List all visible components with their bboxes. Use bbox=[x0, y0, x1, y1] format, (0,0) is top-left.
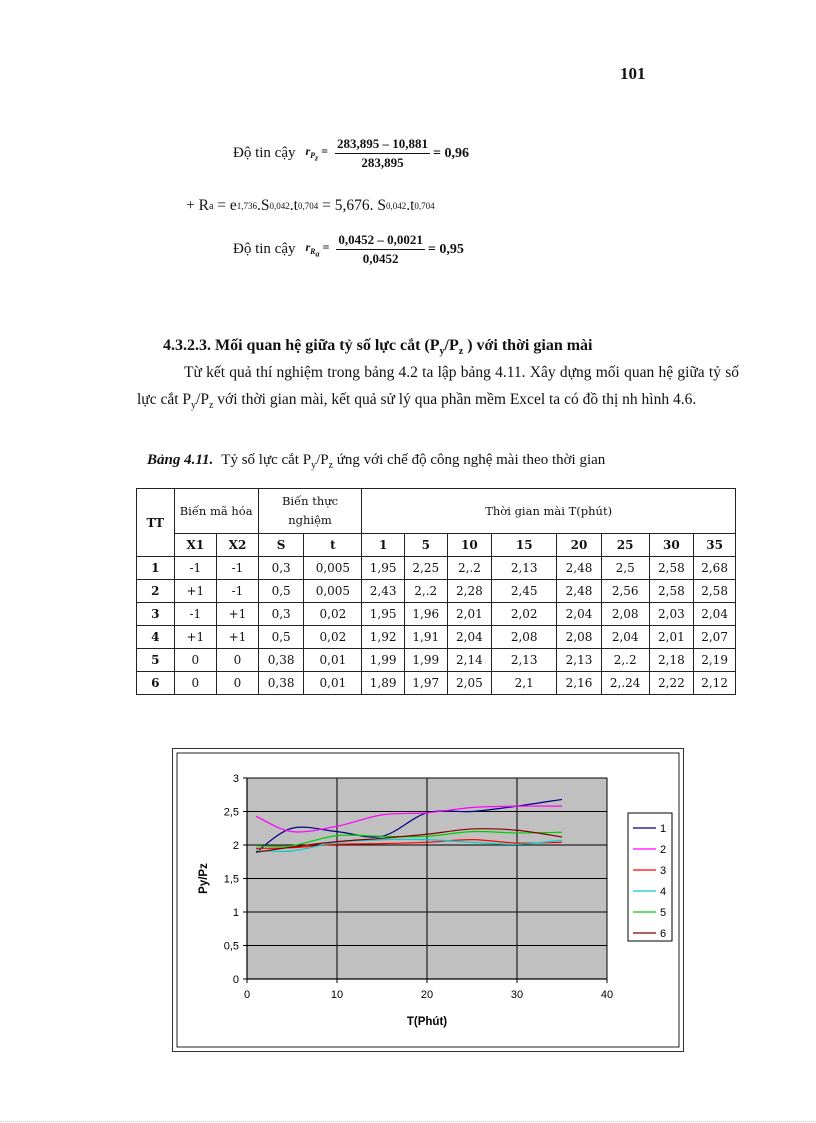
page-bottom-border bbox=[0, 1121, 816, 1122]
cell-value: 2,16 bbox=[557, 672, 602, 695]
cell-value: 1,95 bbox=[362, 557, 405, 580]
cell-tt: 2 bbox=[137, 580, 175, 603]
header-time-col: 5 bbox=[404, 534, 447, 557]
table-row bbox=[137, 649, 736, 672]
fraction-numerator: 0,0452 – 0,0021 bbox=[336, 232, 425, 250]
x-tick-label: 10 bbox=[330, 989, 344, 1001]
cell-value: 2,08 bbox=[601, 603, 649, 626]
cell-value: 2,12 bbox=[694, 672, 736, 695]
cell-value: 2,28 bbox=[447, 580, 492, 603]
legend-label: 2 bbox=[660, 844, 667, 856]
cell-x1: 0 bbox=[174, 649, 217, 672]
cell-value: 1,99 bbox=[404, 649, 447, 672]
chart-frame bbox=[172, 748, 684, 1052]
header-coded: Biến mã hóa bbox=[174, 489, 258, 534]
cell-s: 0,38 bbox=[258, 672, 304, 695]
header-tt: TT bbox=[137, 489, 175, 557]
legend-label: 3 bbox=[660, 865, 667, 877]
cell-value: 2,58 bbox=[649, 580, 694, 603]
cell-value: 2,56 bbox=[601, 580, 649, 603]
table-row bbox=[137, 603, 736, 626]
y-tick-label: 1,5 bbox=[223, 873, 239, 886]
caption-label: Bảng 4.11. bbox=[147, 452, 214, 468]
cell-s: 0,5 bbox=[258, 626, 304, 649]
x-axis-label: T(Phút) bbox=[406, 1016, 448, 1028]
cell-value: 2,45 bbox=[492, 580, 557, 603]
header-time-col: 20 bbox=[557, 534, 602, 557]
cell-value: 2,13 bbox=[492, 557, 557, 580]
cell-t: 0,02 bbox=[304, 626, 362, 649]
y-axis-label: Py/Pz bbox=[198, 863, 210, 894]
header-time-col: 15 bbox=[492, 534, 557, 557]
cell-value: 1,91 bbox=[404, 626, 447, 649]
y-tick-label: 2 bbox=[232, 840, 239, 852]
cell-x2: +1 bbox=[217, 626, 259, 649]
header-x1: X1 bbox=[174, 534, 217, 557]
cell-value: 2,48 bbox=[557, 557, 602, 580]
table-row bbox=[137, 672, 736, 695]
cell-value: 2,05 bbox=[447, 672, 492, 695]
y-tick-label: 2,5 bbox=[223, 806, 239, 819]
cell-x2: +1 bbox=[217, 603, 259, 626]
x-tick-label: 20 bbox=[420, 989, 434, 1001]
x-tick-label: 30 bbox=[510, 989, 524, 1001]
cell-t: 0,005 bbox=[304, 557, 362, 580]
header-real: Biến thực nghiệm bbox=[258, 489, 362, 534]
cell-value: 2,02 bbox=[492, 603, 557, 626]
header-time-col: 35 bbox=[694, 534, 736, 557]
cell-x1: 0 bbox=[174, 672, 217, 695]
cell-value: 2,13 bbox=[492, 649, 557, 672]
cell-x1: +1 bbox=[174, 626, 217, 649]
cell-value: 2,04 bbox=[601, 626, 649, 649]
section-heading: 4.3.2.3. Mối quan hệ giữa tỷ số lực cắt ($P_y/P_z$ ) với thời gian mài bbox=[163, 337, 593, 358]
header-s: S bbox=[258, 534, 304, 557]
header-time-col: 30 bbox=[649, 534, 694, 557]
fraction-denominator: 0,0452 bbox=[362, 251, 399, 266]
cell-x1: +1 bbox=[174, 580, 217, 603]
cell-value: 2,58 bbox=[649, 557, 694, 580]
cell-value: 2,22 bbox=[649, 672, 694, 695]
cell-s: 0,38 bbox=[258, 649, 304, 672]
cell-t: 0,005 bbox=[304, 580, 362, 603]
cell-tt: 1 bbox=[137, 557, 175, 580]
cell-x2: 0 bbox=[217, 649, 259, 672]
page-number: 101 bbox=[620, 64, 646, 83]
table-caption: Bảng 4.11. Tỷ số lực cắt $P_y/P_z$ ứng với chế độ công nghệ mài theo thời gian bbox=[147, 452, 606, 471]
cell-value: 2,03 bbox=[649, 603, 694, 626]
body-paragraph: Từ kết quả thí nghiệm trong bảng 4.2 ta lập bảng 4.11. Xây dựng mối quan hệ giữa tỷ số lực cắt $P_y/P_z$ với thời gian mài, kết quả sử lý qua phần mềm Excel ta có đồ thị nh hình 4.6. bbox=[137, 364, 739, 412]
table-header-row bbox=[137, 489, 736, 534]
legend-label: 1 bbox=[660, 823, 667, 835]
header-t: t bbox=[304, 534, 362, 557]
y-tick-label: 0,5 bbox=[223, 940, 239, 953]
formula-reliability-ra bbox=[233, 232, 464, 267]
cell-value: 2,.24 bbox=[601, 672, 649, 695]
cell-value: 2,.2 bbox=[404, 580, 447, 603]
data-table bbox=[136, 488, 736, 695]
cell-value: 2,07 bbox=[694, 626, 736, 649]
cell-value: 2,68 bbox=[694, 557, 736, 580]
cell-s: 0,3 bbox=[258, 603, 304, 626]
formula-reliability-pz bbox=[233, 136, 469, 171]
cell-t: 0,02 bbox=[304, 603, 362, 626]
cell-s: 0,5 bbox=[258, 580, 304, 603]
cell-value: 2,04 bbox=[447, 626, 492, 649]
header-time-col: 25 bbox=[601, 534, 649, 557]
cell-s: 0,3 bbox=[258, 557, 304, 580]
cell-value: 2,08 bbox=[492, 626, 557, 649]
r-symbol: $r_{P_z}$ = bbox=[305, 144, 329, 163]
cell-t: 0,01 bbox=[304, 672, 362, 695]
cell-value: 2,58 bbox=[694, 580, 736, 603]
formula-ra: + R a = e 1,736 .S 0,042 .t 0,704 = 5,676. S 0,042 .t 0,704 bbox=[186, 197, 435, 214]
cell-value: 1,89 bbox=[362, 672, 405, 695]
formula-result: = 0,96 bbox=[433, 145, 469, 161]
cell-value: 2,01 bbox=[649, 626, 694, 649]
cell-value: 1,96 bbox=[404, 603, 447, 626]
fraction bbox=[335, 136, 430, 171]
cell-value: 2,04 bbox=[694, 603, 736, 626]
cell-value: 2,01 bbox=[447, 603, 492, 626]
y-tick-label: 1 bbox=[232, 907, 239, 919]
cell-value: 2,.2 bbox=[601, 649, 649, 672]
header-time: Thời gian mài T(phút) bbox=[362, 489, 736, 534]
header-time-col: 10 bbox=[447, 534, 492, 557]
header-time-col: 1 bbox=[362, 534, 405, 557]
cell-value: 2,04 bbox=[557, 603, 602, 626]
cell-x2: -1 bbox=[217, 557, 259, 580]
cell-value: 2,14 bbox=[447, 649, 492, 672]
table-subheader-row bbox=[137, 534, 736, 557]
cell-t: 0,01 bbox=[304, 649, 362, 672]
cell-value: 2,25 bbox=[404, 557, 447, 580]
cell-tt: 4 bbox=[137, 626, 175, 649]
fraction-denominator: 283,895 bbox=[361, 155, 404, 170]
x-tick-label: 40 bbox=[600, 989, 614, 1001]
cell-value: 2,48 bbox=[557, 580, 602, 603]
cell-value: 2,1 bbox=[492, 672, 557, 695]
cell-value: 2,18 bbox=[649, 649, 694, 672]
cell-tt: 6 bbox=[137, 672, 175, 695]
cell-x2: -1 bbox=[217, 580, 259, 603]
cell-value: 1,97 bbox=[404, 672, 447, 695]
table-row bbox=[137, 626, 736, 649]
cell-x1: -1 bbox=[174, 603, 217, 626]
line-chart bbox=[173, 749, 683, 1051]
formula-result: = 0,95 bbox=[427, 241, 464, 257]
fraction-numerator: 283,895 – 10,881 bbox=[335, 136, 430, 154]
cell-value: 2,08 bbox=[557, 626, 602, 649]
cell-value: 2,13 bbox=[557, 649, 602, 672]
legend-label: 4 bbox=[660, 886, 667, 898]
formula-prefix: Độ tin cậy bbox=[233, 145, 296, 161]
cell-value: 2,.2 bbox=[447, 557, 492, 580]
legend-label: 5 bbox=[660, 907, 667, 919]
cell-value: 1,92 bbox=[362, 626, 405, 649]
table-row bbox=[137, 557, 736, 580]
cell-tt: 3 bbox=[137, 603, 175, 626]
cell-x1: -1 bbox=[174, 557, 217, 580]
formula-prefix: Độ tin cậy bbox=[233, 241, 296, 257]
cell-tt: 5 bbox=[137, 649, 175, 672]
y-tick-label: 0 bbox=[232, 974, 239, 986]
cell-value: 1,95 bbox=[362, 603, 405, 626]
header-x2: X2 bbox=[217, 534, 259, 557]
cell-value: 2,43 bbox=[362, 580, 405, 603]
x-tick-label: 0 bbox=[243, 989, 251, 1001]
fraction bbox=[336, 232, 425, 267]
cell-x2: 0 bbox=[217, 672, 259, 695]
cell-value: 1,99 bbox=[362, 649, 405, 672]
cell-value: 2,5 bbox=[601, 557, 649, 580]
r-symbol: $r_{R_a}$ = bbox=[305, 240, 330, 259]
table-row bbox=[137, 580, 736, 603]
legend-label: 6 bbox=[660, 928, 667, 940]
y-tick-label: 3 bbox=[232, 773, 239, 785]
cell-value: 2,19 bbox=[694, 649, 736, 672]
